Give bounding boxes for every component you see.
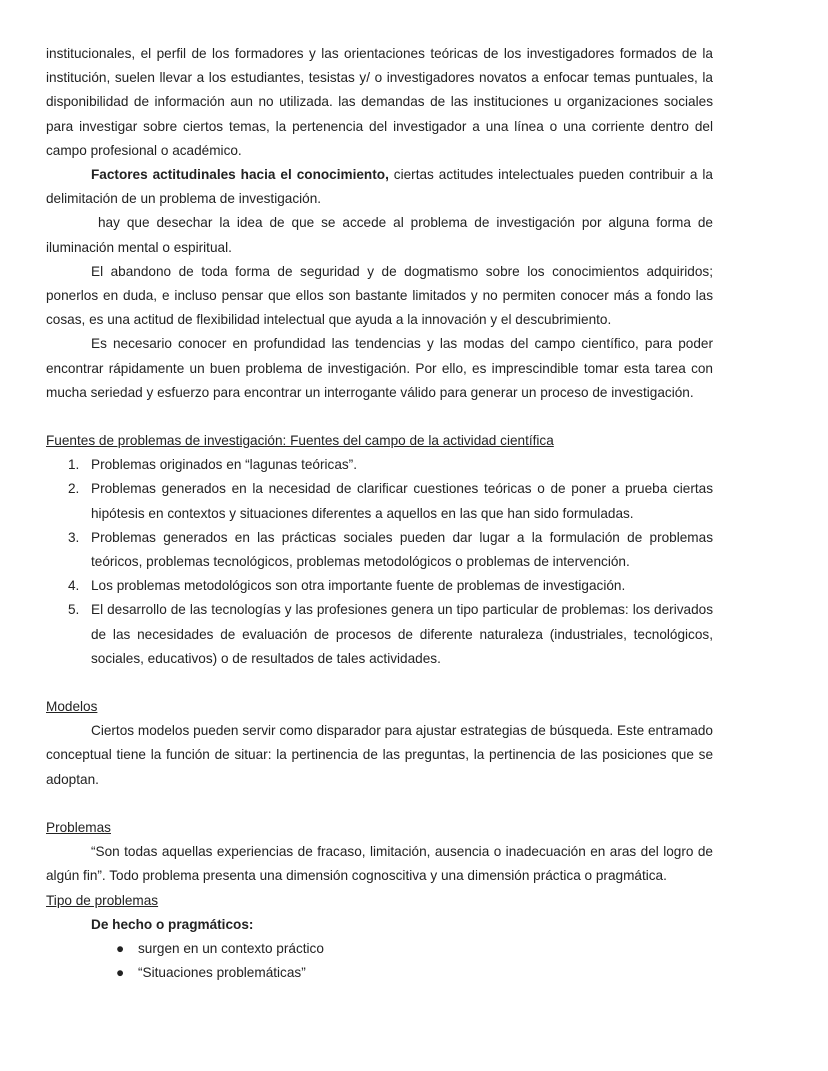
modelos-heading-text: Modelos	[46, 699, 98, 715]
tipo-problemas-heading-text: Tipo de problemas	[46, 892, 159, 908]
paragraph-modelos: Ciertos modelos pueden servir como disparador para ajustar estrategias de búsqueda. Este entramado conceptual tiene la función de situar: la pertinencia de las preguntas, la pertinencia de las posiciones que se adoptan.	[46, 723, 713, 787]
spacer	[46, 671, 713, 695]
paragraph-abandono: El abandono de toda forma de seguridad y de dogmatismo sobre los conocimientos adquiridos; ponerlos en duda, e incluso pensar que ellos son bastante limitados y no permiten conocer más a fondo las cosas, es una actitud de flexibilidad intelectual que ayuda a la innovación y el descubrimiento.	[46, 263, 713, 328]
bullet-item-text: “Situaciones problemáticas”	[138, 965, 306, 981]
problemas-heading	[46, 816, 713, 840]
list-item	[46, 598, 713, 671]
de-hecho-list	[46, 937, 713, 985]
paragraph-institucionales: institucionales, el perfil de los formadores y las orientaciones teóricas de los investigadores formados de la institución, suelen llevar a los estudiantes, tesistas y/ o investigadores novatos a enfocar temas puntuales, la disponibilidad de información aun no utilizada. las demandas de las instituciones u organizaciones sociales para investigar sobre ciertos temas, la pertenencia del investigador a una línea o una corriente dentro del campo profesional o académico.	[46, 46, 713, 158]
list-item	[46, 574, 713, 598]
document-page	[46, 42, 713, 985]
list-item-text: Problemas generados en las prácticas sociales pueden dar lugar a la formulación de problemas teóricos, problemas tecnológicos, problemas metodológicos o problemas de intervención.	[91, 529, 713, 570]
de-hecho-heading: De hecho o pragmáticos:	[91, 916, 254, 932]
bullet-item	[46, 937, 713, 961]
spacer	[46, 792, 713, 816]
fuentes-heading-text: Fuentes de problemas de investigación: Fuentes del campo de la actividad científica	[46, 433, 554, 449]
tipo-problemas-heading	[46, 889, 713, 913]
list-number: 2.	[68, 481, 80, 497]
fuentes-list	[46, 453, 713, 671]
paragraph-factores-actitudinales	[46, 163, 713, 211]
list-item	[46, 453, 713, 477]
list-number: 5.	[68, 602, 80, 618]
spacer	[46, 405, 713, 429]
paragraph-iluminacion: hay que desechar la idea de que se accede al problema de investigación por alguna forma de iluminación mental o espiritual.	[46, 215, 713, 255]
factores-actitudinales-bold: Factores actitudinales hacia el conocimiento,	[91, 167, 389, 183]
paragraph-tendencias: Es necesario conocer en profundidad las tendencias y las modas del campo científico, para poder encontrar rápidamente un buen problema de investigación. Por ello, es imprescindible tomar esta tarea con mucha seriedad y esfuerzo para encontrar un interrogante válido para generar un proceso de investigación.	[46, 336, 713, 400]
bullet-icon: ●	[116, 965, 125, 981]
list-item	[46, 477, 713, 525]
list-item-text: Los problemas metodológicos son otra importante fuente de problemas de investigación.	[91, 578, 626, 594]
list-item-text: El desarrollo de las tecnologías y las profesiones genera un tipo particular de problemas: los derivados de las necesidades de evaluación de procesos de diferente naturaleza (industriales, tecnológicos, sociales, educativos) o de resultados de tales actividades.	[91, 602, 713, 666]
list-number: 3.	[68, 529, 80, 545]
fuentes-heading	[46, 429, 713, 453]
problemas-heading-text: Problemas	[46, 819, 111, 835]
list-item	[46, 526, 713, 574]
bullet-item-text: surgen en un contexto práctico	[138, 940, 324, 956]
list-item-text: Problemas generados en la necesidad de clarificar cuestiones teóricas o de poner a prueba ciertas hipótesis en contextos y situaciones diferentes a aquellos en las que han sido formuladas.	[91, 481, 713, 521]
modelos-heading	[46, 695, 713, 719]
factores-actitudinales-text: ciertas actitudes intelectuales pueden contribuir a la delimitación de un problema de investigación.	[46, 167, 713, 207]
paragraph-problemas: “Son todas aquellas experiencias de fracaso, limitación, ausencia o inadecuación en aras del logro de algún fin”. Todo problema presenta una dimensión cognoscitiva y una dimensión práctica o pragmática.	[46, 844, 713, 884]
list-number: 4.	[68, 578, 80, 594]
bullet-item	[46, 961, 713, 985]
list-item-text: Problemas originados en “lagunas teóricas”.	[91, 457, 357, 473]
bullet-icon: ●	[116, 940, 125, 956]
list-number: 1.	[68, 457, 80, 473]
